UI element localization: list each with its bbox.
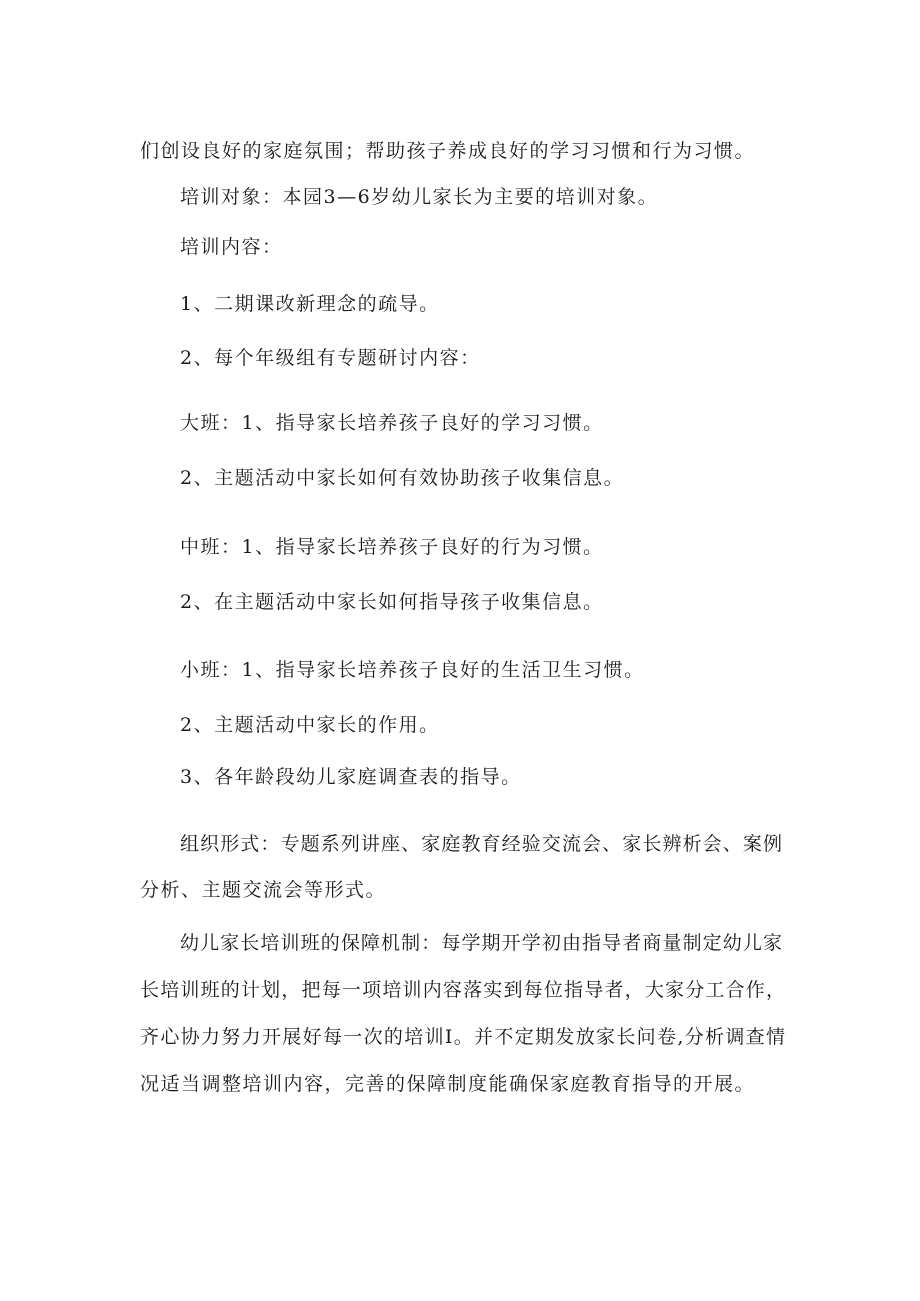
text-line: 们创设良好的家庭氛围；帮助孩子养成良好的学习习惯和行为习惯。 — [140, 140, 756, 162]
list-item: 大班：1、指导家长培养孩子良好的学习习惯。 — [180, 412, 604, 434]
text-line: 长培训班的计划，把每一项培训内容落实到每位指导者，大家分工合作， — [140, 979, 785, 1001]
list-item: 1、二期课改新理念的疏导。 — [180, 293, 440, 315]
text-line: 齐心协力努力开展好每一次的培训I。并不定期发放家长问卷,分析调查情 — [140, 1026, 785, 1048]
list-item: 2、主题活动中家长如何有效协助孩子收集信息。 — [180, 467, 625, 489]
text-line: 幼儿家长培训班的保障机制：每学期开学初由指导者商量制定幼儿家 — [180, 932, 782, 954]
text-line: 况适当调整培训内容，完善的保障制度能确保家庭教育指导的开展。 — [140, 1073, 756, 1095]
text-line: 组织形式：专题系列讲座、家庭教育经验交流会、家长辨析会、案例 — [180, 833, 782, 855]
text-line: 培训对象：本园3—6岁幼儿家长为主要的培训对象。 — [180, 186, 659, 208]
list-item: 3、各年龄段幼儿家庭调查表的指导。 — [180, 766, 522, 788]
section-heading: 培训内容： — [180, 236, 283, 258]
list-item: 小班：1、指导家长培养孩子良好的生活卫生习惯。 — [180, 659, 645, 681]
list-item: 2、每个年级组有专题研讨内容： — [180, 347, 481, 369]
list-item: 2、主题活动中家长的作用。 — [180, 714, 440, 736]
list-item: 中班：1、指导家长培养孩子良好的行为习惯。 — [180, 536, 604, 558]
list-item: 2、在主题活动中家长如何指导孩子收集信息。 — [180, 591, 604, 613]
text-line: 分析、主题交流会等形式。 — [140, 879, 387, 901]
